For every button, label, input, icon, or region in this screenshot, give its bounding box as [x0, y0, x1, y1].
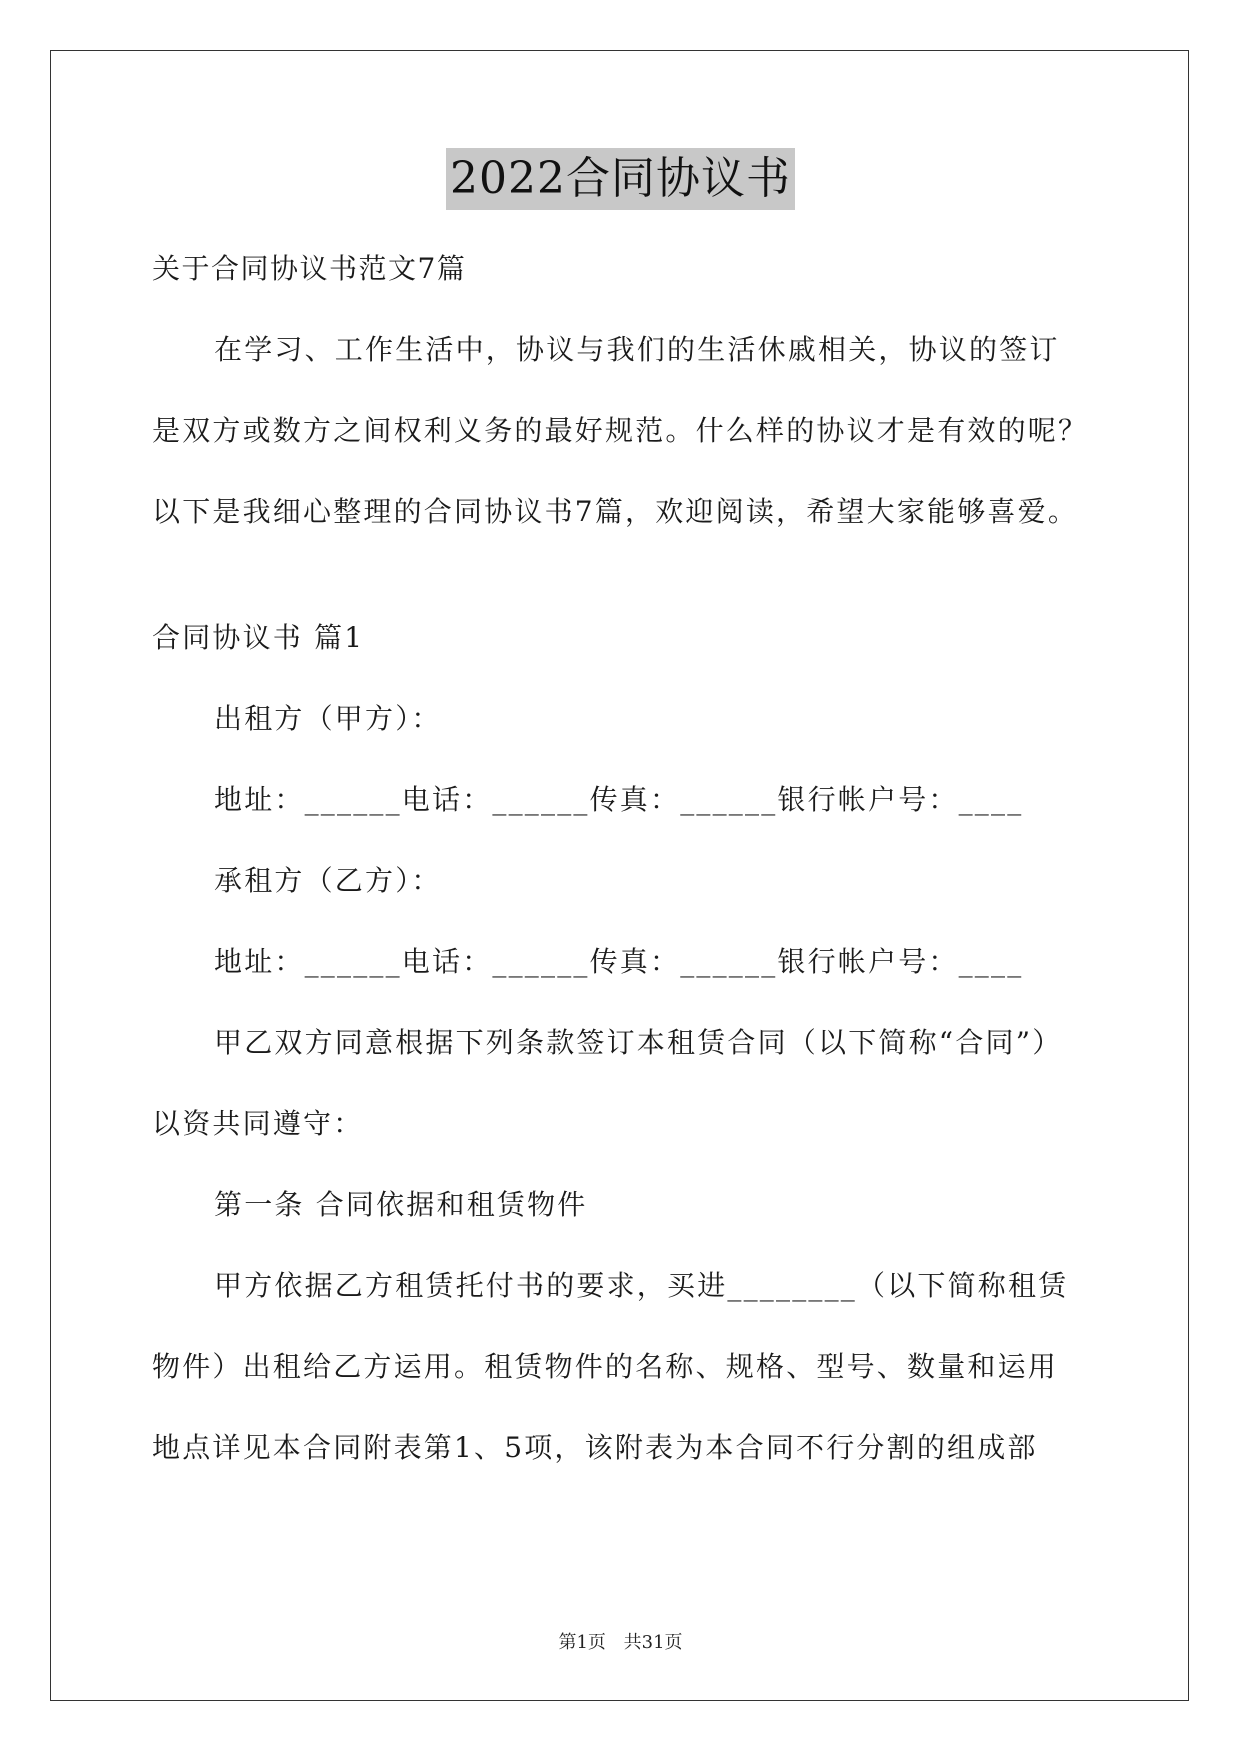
article-1-line-3: 地点详见本合同附表第1、5项，该附表为本合同不行分割的组成部	[152, 1431, 1038, 1464]
article-1-heading: 第一条 合同依据和租赁物件	[214, 1188, 588, 1221]
page-number: 第1页	[558, 1632, 606, 1653]
article-1-line-2: 物件）出租给乙方运用。租赁物件的名称、规格、型号、数量和运用	[152, 1350, 1059, 1383]
article-1-line-1: 甲方依据乙方租赁托付书的要求，买进________（以下简称租赁	[214, 1269, 1069, 1302]
section-gap	[152, 552, 1092, 597]
page-total: 共31页	[623, 1632, 683, 1653]
document-subtitle: 关于合同协议书范文7篇	[152, 252, 467, 285]
intro-line-3: 以下是我细心整理的合同协议书7篇，欢迎阅读，希望大家能够喜爱。	[152, 495, 1079, 528]
agreement-line-2: 以资共同遵守：	[152, 1107, 364, 1140]
section-heading: 合同协议书 篇1	[152, 621, 365, 654]
title-container	[0, 148, 1241, 210]
lessee-contact-line: 地址：______电话：______传真：______银行帐户号：____	[214, 945, 1024, 978]
lessor-contact-line: 地址：______电话：______传真：______银行帐户号：____	[214, 783, 1024, 816]
agreement-line-1: 甲乙双方同意根据下列条款签订本租赁合同（以下简称“合同”）	[214, 1026, 1063, 1059]
document-body	[152, 228, 1092, 1488]
intro-line-2: 是双方或数方之间权利义务的最好规范。什么样的协议才是有效的呢？	[152, 414, 1089, 447]
page-footer	[0, 1628, 1241, 1654]
lessee-label: 承租方（乙方）：	[214, 864, 442, 897]
lessor-label: 出租方（甲方）：	[214, 702, 442, 735]
document-title: 2022合同协议书	[446, 148, 795, 210]
intro-line-1: 在学习、工作生活中，协议与我们的生活休戚相关，协议的签订	[214, 333, 1060, 366]
